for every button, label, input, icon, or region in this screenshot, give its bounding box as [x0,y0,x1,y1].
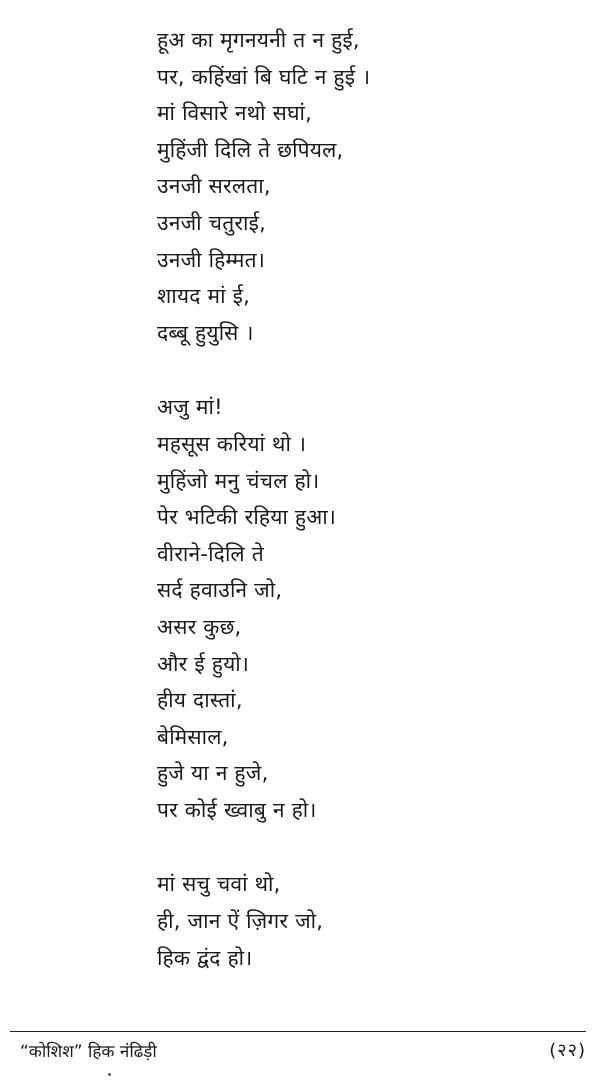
poem-line: और ई हुयो। [157,651,250,676]
poem-line: हुजे या न हुजे, [157,761,269,786]
poem-line: पेर भटिकी रहिया हुआ। [157,505,337,530]
poem-line: बेमिसाल, [157,724,229,749]
poem-line: सर्द हवाउनि जो, [157,578,283,603]
poem-line: पर कोई ख्वाबु न हो। [157,797,317,822]
poem-line: वीराने-दिलि ते [157,541,264,566]
print-speck [108,1073,111,1076]
poem-line: ही, जान ऐं ज़िगर जो, [157,909,324,934]
poem-line: पर, कहिंखां बि घटि न हुई । [157,64,371,89]
poem-line: हीय दास्तां, [157,688,243,713]
poem-line: अजु मां! [157,395,223,420]
poem-line: महसूस करियां थो । [157,431,307,456]
poem-line: उनजी चतुराई, [157,210,266,235]
stanza-3 [157,866,577,976]
stanza-2 [157,389,577,828]
poem-line: उनजी हिम्मत। [157,247,266,272]
poem [157,22,577,976]
poem-line: मुहिंजो मनु चंचल हो। [157,468,320,493]
poem-line: असर कुछ, [157,614,242,639]
book-title: “कोशिश” हिक नंढिड़ी [20,1042,157,1062]
poem-line: उनजी सरलता, [157,174,271,199]
stanza-1 [157,22,577,351]
poem-line: दब्बू हुयुसि । [157,320,254,345]
footer-divider [10,1031,586,1032]
poem-line: शायद मां ई, [157,284,250,309]
page-number: (२२) [549,1040,586,1061]
poem-line: हिक द्वंद हो। [157,945,253,970]
poem-line: हूअ का मृगनयनी त न हुई, [157,28,360,52]
poem-line: मुहिंजी दिलि ते छपियल, [157,137,344,162]
poem-line: मां विसारे नथो सघां, [157,101,312,126]
poem-line: मां सचु चवां थो, [157,872,281,897]
